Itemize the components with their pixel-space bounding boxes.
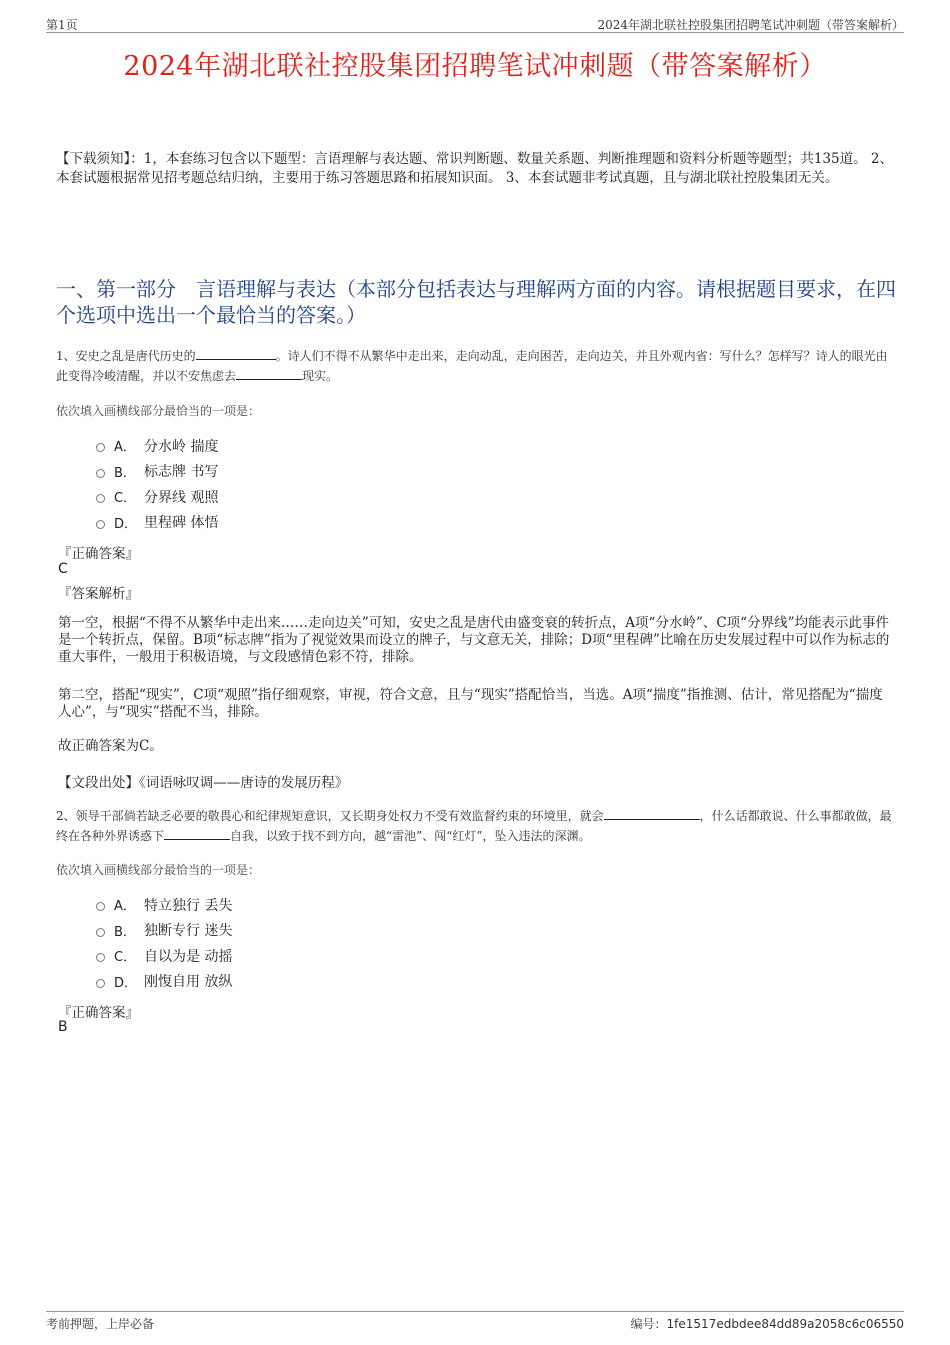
page-header (46, 14, 904, 33)
option-a[interactable] (96, 433, 218, 459)
option-letter: C． (114, 491, 137, 507)
question-2-blank-1 (604, 807, 700, 820)
question-1-text-part: 现实。 (302, 369, 339, 383)
option-b[interactable] (96, 459, 218, 485)
question-1-answer-label: 『正确答案』 (58, 546, 139, 562)
option-text: 分水岭 揣度 (144, 438, 219, 455)
radio-icon[interactable] (96, 979, 105, 988)
question-2-text (56, 806, 898, 846)
question-1-text-part: 1、安史之乱是唐代历史的 (56, 349, 196, 363)
radio-icon[interactable] (96, 494, 105, 503)
question-1-text-part: 。诗人们不得不从繁华中走出来，走向动乱，走向困苦，走向边关，并且外观内省：写什么？怎样写？诗人的眼光由此变得冷峻清醒，并以不安焦虑去 (56, 349, 888, 383)
option-text: 里程碑 体悟 (144, 515, 219, 532)
question-1-analysis-label: 『答案解析』 (58, 586, 139, 602)
question-1-analysis-para-2: 第二空，搭配“现实”，C项“观照”指仔细观察，审视，符合文意，且与“现实”搭配恰当，当选。A项“揣度”指推测、估计，常见搭配为“揣度人心”，与“现实”搭配不当，排除。 (58, 687, 883, 720)
question-2-blank-2 (164, 827, 230, 840)
option-letter: D． (114, 975, 138, 991)
download-notice: 【下载须知】：1，本套练习包含以下题型：言语理解与表达题、常识判断题、数量关系题、判断推理题和资料分析题等题型；共135道。 2、本套试题根据常见招考题总结归纳，主要用于练习答题思路和拓展知识面。 3、本套试题非考试真题，且与湖北联社控股集团无关。 (56, 151, 893, 186)
question-1-analysis-conclusion: 故正确答案为C。 (58, 738, 163, 754)
radio-icon[interactable] (96, 902, 105, 911)
question-1-blank-2 (236, 367, 302, 380)
section-title: 一、第一部分 言语理解与表达（本部分包括表达与理解两方面的内容。请根据题目要求，在四个选项中选出一个最恰当的答案。） (56, 277, 896, 327)
question-2-answer-label: 『正确答案』 (58, 1005, 139, 1021)
question-1-instruction: 依次填入画横线部分最恰当的一项是： (56, 404, 261, 418)
option-letter: D． (114, 516, 138, 532)
question-2-text-part: 自我，以致于找不到方向，越“雷池”、闯“红灯”，坠入违法的深渊。 (230, 829, 591, 843)
option-b[interactable] (96, 918, 232, 944)
page-footer (46, 1311, 904, 1332)
option-text: 特立独行 丢失 (144, 897, 233, 914)
footer-slogan: 考前押题，上岸必备 (46, 1317, 155, 1331)
option-letter: B． (114, 924, 136, 940)
option-text: 标志牌 书写 (144, 464, 219, 481)
question-2-answer: B (58, 1019, 68, 1035)
radio-icon[interactable] (96, 928, 105, 937)
footer-code (631, 1315, 904, 1332)
question-2-options (96, 892, 232, 994)
option-d[interactable] (96, 969, 232, 995)
question-1-answer: C (58, 561, 68, 577)
radio-icon[interactable] (96, 469, 105, 478)
question-1-text (56, 346, 898, 386)
question-1-analysis-para-1: 第一空，根据“不得不从繁华中走出来……走向边关”可知，安史之乱是唐代由盛变衰的转折点，A项“分水岭”、C项“分界线”均能表示此事件是一个转折点，保留。B项“标志牌”指为了视觉效果而设立的牌子，与文意无关，排除；D项“里程碑”比喻在历史发展过程中可以作为标志的重大事件，一般用于积极语境，与文段感情色彩不符，排除。 (58, 615, 890, 665)
option-letter: B． (114, 465, 136, 481)
option-letter: C． (114, 950, 137, 966)
option-letter: A． (114, 440, 136, 456)
option-text: 自以为是 动摇 (144, 948, 233, 965)
document-title: 2024年湖北联社控股集团招聘笔试冲刺题（带答案解析） (123, 51, 827, 82)
question-2-instruction: 依次填入画横线部分最恰当的一项是： (56, 863, 261, 877)
header-doc-title: 2024年湖北联社控股集团招聘笔试冲刺题（带答案解析） (597, 18, 904, 32)
page-number: 第1页 (46, 18, 78, 32)
question-1-options (96, 433, 218, 535)
option-a[interactable] (96, 892, 232, 918)
option-d[interactable] (96, 510, 218, 536)
radio-icon[interactable] (96, 520, 105, 529)
question-1-source: 【文段出处】《词语咏叹调——唐诗的发展历程》 (58, 775, 349, 791)
question-1-blank-1 (196, 347, 276, 360)
option-text: 独断专行 迷失 (144, 923, 233, 940)
option-c[interactable] (96, 943, 232, 969)
option-text: 分界线 观照 (144, 489, 219, 506)
option-text: 刚愎自用 放纵 (144, 974, 233, 991)
option-c[interactable] (96, 484, 218, 510)
question-2-text-part: ，什么话都敢说、什么事都敢做，最终在各种外界诱惑下 (56, 809, 892, 843)
footer-code-label: 编号： (630, 1317, 667, 1331)
question-2-text-part: 2、领导干部倘若缺乏必要的敬畏心和纪律规矩意识，又长期身处权力不受有效监督约束的环境里，就会 (56, 809, 604, 823)
radio-icon[interactable] (96, 443, 105, 452)
radio-icon[interactable] (96, 953, 105, 962)
footer-code-value: 1fe1517edbdee84dd89a2058c6c06550 (666, 1317, 904, 1331)
option-letter: A． (114, 899, 136, 915)
